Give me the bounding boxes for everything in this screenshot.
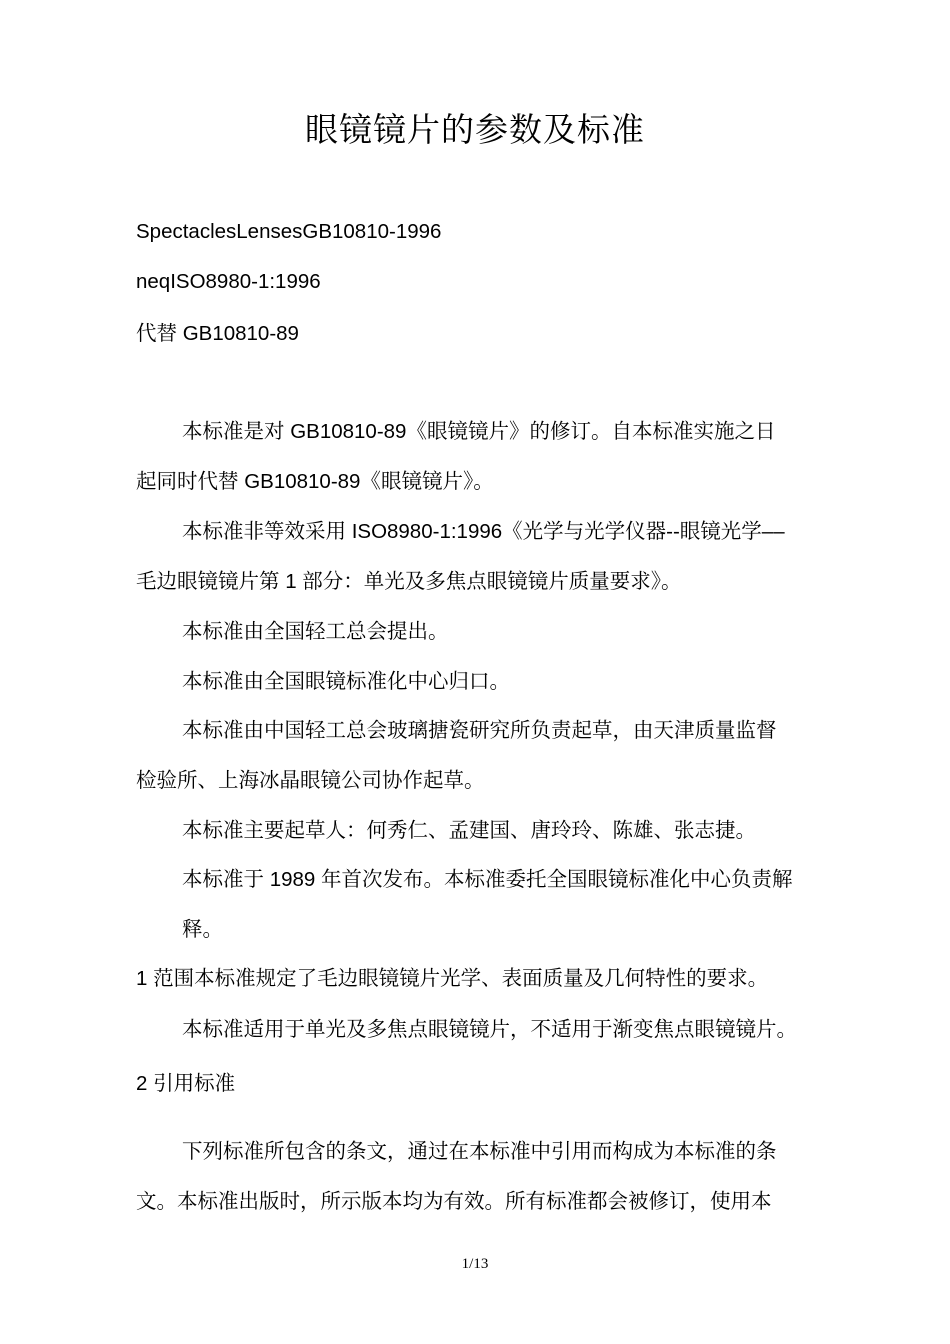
section-heading-scope: 1 范围本标准规定了毛边眼镜镜片光学、表面质量及几何特性的要求。 <box>136 967 769 990</box>
paragraph-line: 起同时代替 GB10810-89《眼镜镜片》。 <box>136 470 494 493</box>
paragraph-line: 毛边眼镜镜片第 1 部分：单光及多焦点眼镜镜片质量要求》。 <box>136 570 682 593</box>
paragraph-line: 本标准是对 GB10810-89《眼镜镜片》的修订。自本标准实施之日 <box>182 420 776 443</box>
paragraph-line: 本标准主要起草人：何秀仁、孟建国、唐玲玲、陈雄、张志捷。 <box>182 819 756 842</box>
paragraph-line: 检验所、上海冰晶眼镜公司协作起草。 <box>136 769 485 792</box>
paragraph-line: 本标准由全国轻工总会提出。 <box>182 620 449 643</box>
paragraph-line: 本标准非等效采用 ISO8980-1:1996《光学与光学仪器--眼镜光学–– <box>182 520 785 543</box>
paragraph-line: 本标准由中国轻工总会玻璃搪瓷研究所负责起草，由天津质量监督 <box>182 719 777 742</box>
document-title: 眼镜镜片的参数及标准 <box>305 111 645 148</box>
iso-reference-line: neqISO8980-1:1996 <box>136 270 321 293</box>
section-heading-references: 2 引用标准 <box>136 1072 236 1095</box>
paragraph-line: 本标准于 1989 年首次发布。本标准委托全国眼镜标准化中心负责解 <box>182 868 793 891</box>
paragraph-line: 本标准由全国眼镜标准化中心归口。 <box>182 670 510 693</box>
paragraph-line: 文。本标准出版时，所示版本均为有效。所有标准都会被修订，使用本 <box>136 1190 772 1213</box>
paragraph-line: 下列标准所包含的条文，通过在本标准中引用而构成为本标准的条 <box>182 1140 777 1163</box>
paragraph-line: 释。 <box>182 918 223 941</box>
page-number: 1/13 <box>461 1256 489 1272</box>
standard-code-line: SpectaclesLensesGB10810-1996 <box>136 220 442 243</box>
replaces-line: 代替 GB10810-89 <box>136 322 299 345</box>
paragraph-line: 本标准适用于单光及多焦点眼镜镜片，不适用于渐变焦点眼镜镜片。 <box>182 1018 797 1041</box>
